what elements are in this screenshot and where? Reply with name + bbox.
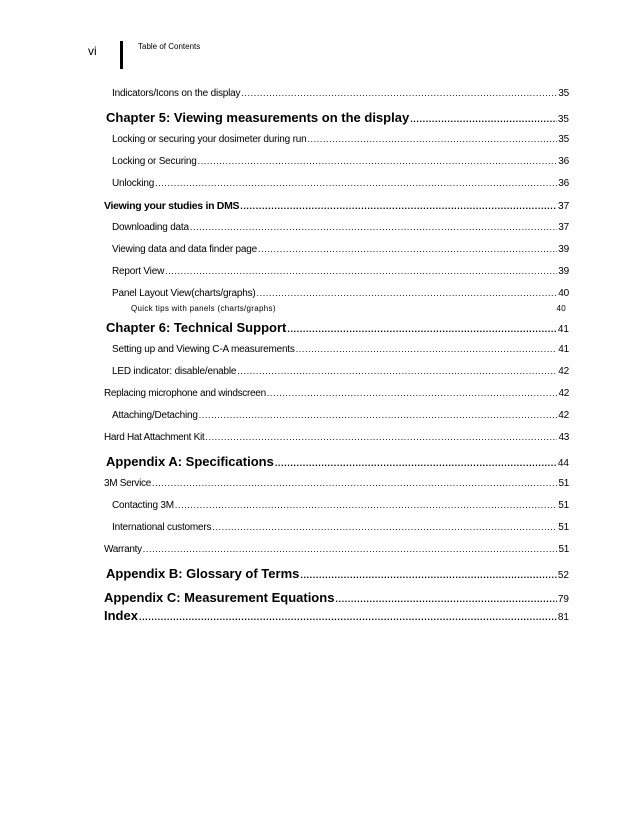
toc-entry-label: Downloading data [112, 222, 189, 233]
toc-entry[interactable] [0, 410, 638, 432]
toc-entry[interactable] [0, 88, 638, 110]
toc-entry-label: Attaching/Detaching [112, 410, 198, 421]
toc-section[interactable] [0, 432, 638, 454]
toc-entry[interactable] [0, 522, 638, 544]
dot-leader [257, 288, 558, 299]
toc-entry-label: LED indicator: disable/enable [112, 366, 237, 377]
toc-entry-page: 41 [557, 324, 569, 335]
toc-entry[interactable] [0, 366, 638, 388]
dot-leader [267, 388, 558, 399]
toc-entry-page: 41 [558, 344, 569, 355]
toc-entry-page: 42 [558, 388, 569, 399]
toc-entry[interactable] [0, 222, 638, 244]
page-number: vi [88, 44, 97, 58]
toc-entry-page: 42 [558, 366, 569, 377]
dot-leader [175, 500, 557, 511]
dot-leader [155, 178, 557, 189]
dot-leader [212, 522, 557, 533]
toc-entry-label: Chapter 5: Viewing measurements on the display [106, 110, 410, 125]
toc-entry-page: 40 [558, 288, 569, 299]
toc-entry[interactable] [0, 134, 638, 156]
dot-leader [152, 478, 557, 489]
toc-entry-label: Setting up and Viewing C-A measurements [112, 344, 295, 355]
toc-section[interactable] [0, 544, 638, 566]
toc-entry-page: 36 [558, 156, 569, 167]
dot-leader [275, 454, 557, 469]
dot-leader [258, 244, 557, 255]
dot-leader [190, 222, 557, 233]
dot-leader [139, 608, 557, 623]
toc-entry-page: 81 [557, 612, 569, 623]
dot-leader [410, 110, 557, 125]
toc-entry[interactable] [0, 156, 638, 178]
toc-appendix[interactable] [0, 590, 638, 608]
toc-entry-page: 35 [558, 88, 569, 99]
toc-entry-label: Viewing your studies in DMS [104, 200, 240, 212]
toc-entry-label: Panel Layout View(charts/graphs) [112, 288, 256, 299]
toc-entry-page: 37 [558, 222, 569, 233]
toc-entry[interactable] [0, 344, 638, 366]
header-divider [120, 41, 123, 69]
toc-entry-page: 42 [558, 410, 569, 421]
dot-leader [237, 366, 557, 377]
toc-entry-label: Viewing data and data finder page [112, 244, 258, 255]
toc-section[interactable] [0, 478, 638, 500]
toc-entry-label: International customers [112, 522, 212, 533]
header-title: Table of Contents [138, 42, 201, 51]
toc-entry-page: 39 [558, 244, 569, 255]
toc-entry-label: Chapter 6: Technical Support [106, 320, 287, 335]
toc-entry-label: Replacing microphone and windscreen [104, 388, 266, 399]
toc-entry-label: Appendix C: Measurement Equations [104, 590, 335, 605]
page-header [0, 36, 638, 76]
toc-entry[interactable] [0, 266, 638, 288]
toc-entry-page: 51 [558, 544, 569, 555]
toc-entry-page: 79 [557, 594, 569, 605]
toc-entry-label: Hard Hat Attachment Kit [104, 432, 205, 443]
dot-leader [335, 590, 556, 605]
toc-entry-page: 51 [558, 500, 569, 511]
toc-appendix[interactable] [0, 566, 638, 590]
dot-leader [165, 266, 557, 277]
toc-entry-label: Quick tips with panels (charts/graphs) [131, 304, 276, 313]
dot-leader [205, 432, 557, 443]
toc-entry-page: 35 [558, 134, 569, 145]
toc-entry-label: Warranty [104, 544, 142, 555]
toc-entry-label: Appendix B: Glossary of Terms [106, 566, 300, 581]
toc-entry-label: Locking or Securing [112, 156, 197, 167]
toc-entry-page: 35 [557, 114, 569, 125]
toc-entry-label: Index [104, 608, 138, 623]
dot-leader [143, 544, 558, 555]
toc-entry-page: 51 [558, 522, 569, 533]
toc-entry-label: Locking or securing your dosimeter during run [112, 134, 307, 145]
toc-chapter[interactable] [0, 110, 638, 134]
toc-index[interactable] [0, 608, 638, 626]
toc-entry-page: 40 [556, 304, 566, 313]
toc-entry-label: Indicators/Icons on the display [112, 88, 241, 99]
toc-entry[interactable] [0, 244, 638, 266]
toc-entry-label: Contacting 3M [112, 500, 174, 511]
toc-entry[interactable] [0, 500, 638, 522]
toc-section[interactable] [0, 388, 638, 410]
toc-entry-page: 39 [558, 266, 569, 277]
dot-leader [296, 344, 558, 355]
dot-leader [241, 88, 557, 99]
toc-section[interactable] [0, 200, 638, 222]
toc-entry-label: Appendix A: Specifications [106, 454, 274, 469]
table-of-contents [0, 88, 638, 626]
toc-entry-page: 37 [557, 200, 569, 212]
toc-entry-page: 43 [558, 432, 569, 443]
toc-chapter[interactable] [0, 320, 638, 344]
dot-leader [199, 410, 558, 421]
toc-entry-page: 44 [557, 458, 569, 469]
dot-leader [240, 200, 557, 212]
toc-entry-page: 51 [558, 478, 569, 489]
dot-leader [300, 566, 557, 581]
toc-subentry[interactable] [0, 304, 638, 316]
toc-entry[interactable] [0, 178, 638, 200]
toc-entry-label: Report View [112, 266, 165, 277]
dot-leader [307, 134, 557, 145]
toc-entry-page: 36 [558, 178, 569, 189]
toc-entry-label: Unlocking [112, 178, 155, 189]
toc-appendix[interactable] [0, 454, 638, 478]
toc-entry-label: 3M Service [104, 478, 152, 489]
toc-entry-page: 52 [557, 570, 569, 581]
dot-leader [287, 320, 557, 335]
dot-leader [198, 156, 558, 167]
